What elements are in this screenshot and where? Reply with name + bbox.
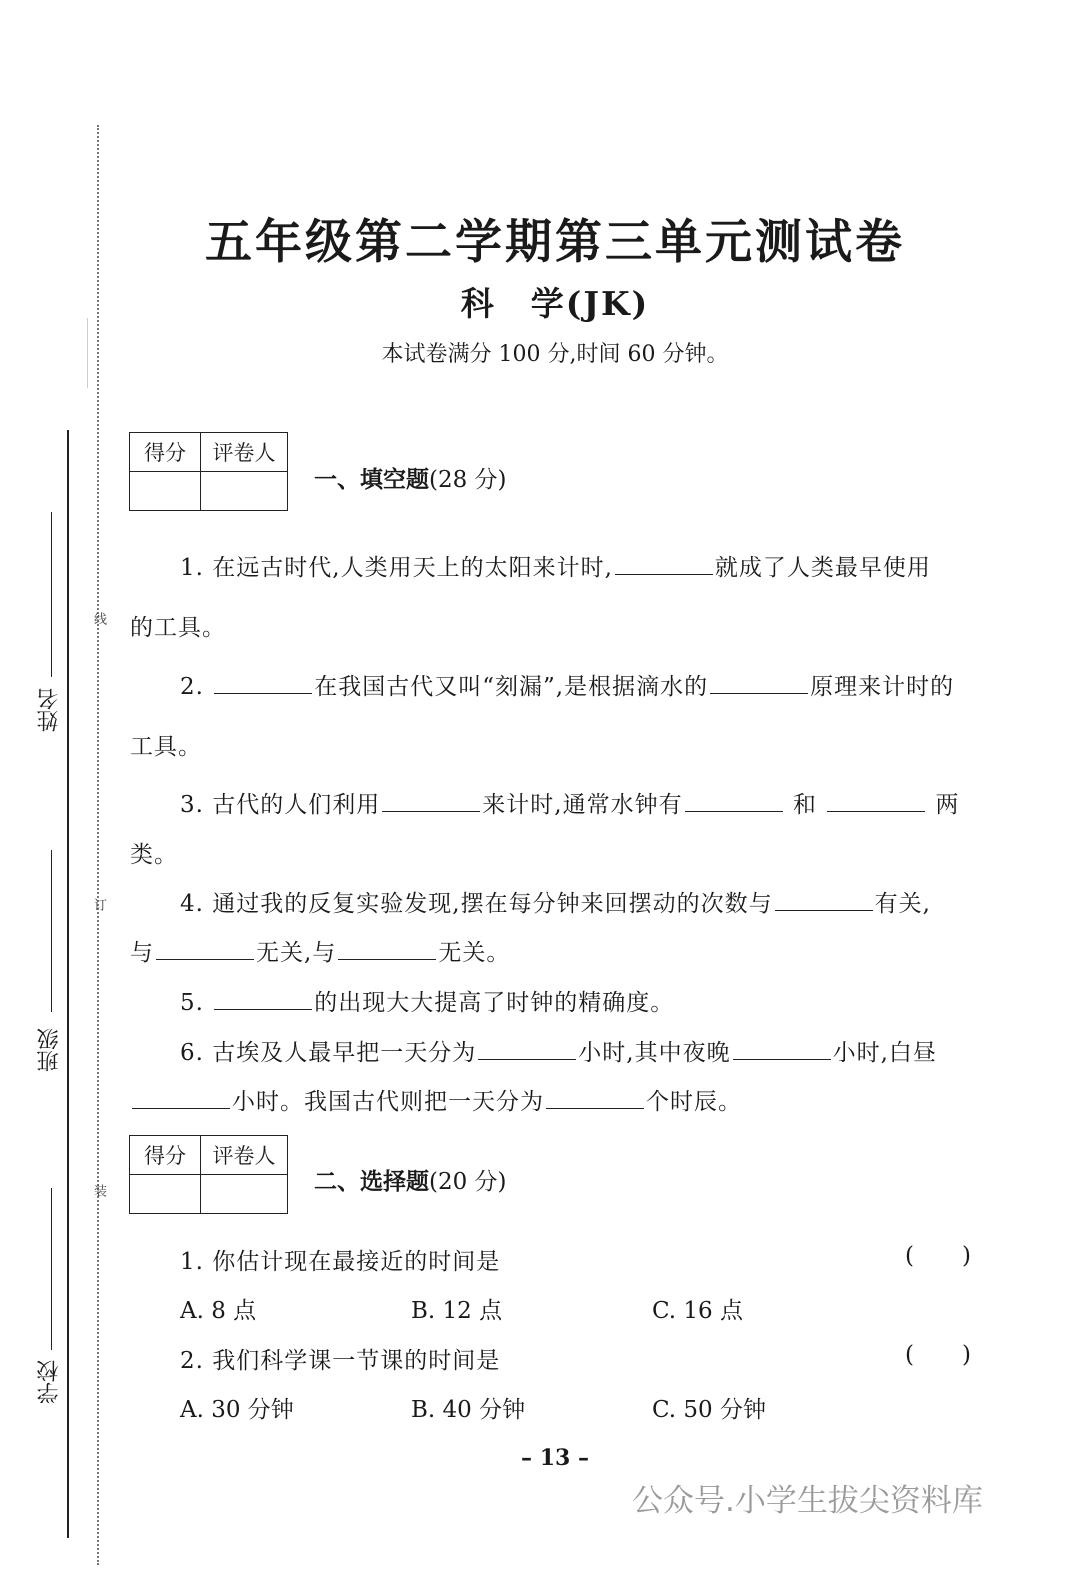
answer-blank[interactable]	[382, 791, 480, 812]
fill-question-1	[180, 549, 931, 582]
section-2-heading	[314, 1163, 507, 1196]
question-text: 个时辰。	[646, 1089, 742, 1115]
watermark: 公众号.小学生拔尖资料库	[632, 1483, 983, 1519]
question-number: 6.	[180, 1040, 204, 1066]
question-text: 小时,其中夜晚	[578, 1040, 731, 1066]
answer-blank[interactable]	[214, 989, 312, 1010]
score-table-1	[129, 432, 288, 511]
option-b[interactable]: B. 40 分钟	[411, 1397, 526, 1423]
question-text: 小时。我国古代则把一天分为	[232, 1089, 544, 1115]
answer-blank[interactable]	[156, 939, 254, 960]
choice-question-1	[180, 1243, 500, 1276]
fill-question-4-cont	[130, 934, 510, 967]
answer-blank[interactable]	[132, 1088, 230, 1109]
question-text: 古代的人们利用	[212, 792, 381, 818]
question-text: 在我国古代又叫“刻漏”,是根据滴水的	[314, 674, 709, 700]
option-c[interactable]: C. 50 分钟	[652, 1397, 766, 1423]
question-text: 和	[792, 792, 817, 818]
answer-blank[interactable]	[827, 791, 925, 812]
fill-question-1-cont	[130, 609, 226, 642]
question-number: 4.	[180, 891, 204, 917]
question-text: 有关,	[874, 891, 931, 917]
choice-question-2	[180, 1342, 500, 1375]
option-c[interactable]: C. 16 点	[652, 1298, 743, 1324]
question-text: 的出现大大提高了时钟的精确度。	[314, 990, 675, 1016]
answer-blank[interactable]	[214, 673, 312, 694]
cut-mark-order: 订	[91, 898, 106, 911]
score-header: 得分	[130, 433, 201, 472]
question-text: 两	[935, 792, 960, 818]
question-text: 的工具。	[130, 615, 226, 641]
question-number: 5.	[180, 990, 204, 1016]
section-2-title: 二、选择题	[314, 1168, 429, 1195]
question-number: 2.	[180, 674, 204, 700]
question-number: 3.	[180, 792, 204, 818]
question-text: 古埃及人最早把一天分为	[212, 1040, 477, 1066]
exam-subject: 科 学(JK)	[460, 284, 650, 323]
class-label: 班级	[37, 1028, 62, 1072]
question-text: 无关。	[438, 940, 511, 966]
fill-question-4	[180, 885, 931, 918]
grader-cell[interactable]	[201, 1175, 288, 1214]
answer-blank[interactable]	[338, 939, 436, 960]
score-cell[interactable]	[130, 472, 201, 511]
cut-mark-bind: 装	[91, 1184, 106, 1197]
fill-question-6-cont	[130, 1083, 742, 1116]
answer-blank[interactable]	[685, 791, 783, 812]
answer-blank[interactable]	[710, 673, 808, 694]
question-text: 来计时,通常水钟有	[482, 792, 683, 818]
question-text: 小时,白昼	[832, 1040, 937, 1066]
question-text: 原理来计时的	[810, 674, 955, 700]
fill-question-6	[180, 1034, 937, 1067]
school-label: 学校	[37, 1360, 62, 1404]
question-number: 1.	[180, 1249, 204, 1275]
question-text: 无关,与	[256, 940, 337, 966]
option-a[interactable]: A. 8 点	[180, 1298, 257, 1324]
page-number: – 13 –	[521, 1445, 589, 1471]
fill-question-3-cont	[130, 836, 178, 869]
question-text: 工具。	[130, 734, 202, 760]
section-1-title: 一、填空题	[314, 466, 429, 493]
exam-note: 本试卷满分 100 分,时间 60 分钟。	[381, 342, 729, 367]
score-header: 得分	[130, 1136, 201, 1175]
name-label: 姓名	[37, 688, 62, 732]
exam-title: 五年级第二学期第三单元测试卷	[205, 215, 905, 270]
question-text: 就成了人类最早使用	[714, 555, 931, 581]
question-text: 在远古时代,人类用天上的太阳来计时,	[212, 555, 613, 581]
answer-blank[interactable]	[733, 1039, 831, 1060]
answer-blank[interactable]	[546, 1088, 644, 1109]
fill-question-2-cont	[130, 728, 202, 761]
section-2-points: (20 分)	[429, 1169, 507, 1195]
option-a[interactable]: A. 30 分钟	[180, 1397, 294, 1423]
question-text: 与	[130, 940, 154, 966]
grader-header: 评卷人	[201, 1136, 288, 1175]
margin-rule	[67, 430, 69, 1538]
answer-blank[interactable]	[615, 554, 713, 575]
name-blank-line	[51, 512, 52, 677]
question-text: 类。	[130, 842, 178, 868]
answer-paren-1[interactable]: ()	[905, 1243, 1019, 1269]
section-1-points: (28 分)	[429, 467, 507, 493]
section-1-heading	[314, 461, 507, 494]
grader-header: 评卷人	[201, 433, 288, 472]
question-number: 1.	[180, 555, 204, 581]
fill-question-3	[180, 786, 960, 819]
class-blank-line	[51, 850, 52, 1012]
score-cell[interactable]	[130, 1175, 201, 1214]
option-b[interactable]: B. 12 点	[411, 1298, 503, 1324]
answer-blank[interactable]	[478, 1039, 576, 1060]
answer-paren-2[interactable]: ()	[905, 1342, 1019, 1368]
question-number: 2.	[180, 1348, 204, 1374]
question-text: 我们科学课一节课的时间是	[212, 1348, 501, 1374]
question-text: 通过我的反复实验发现,摆在每分钟来回摆动的次数与	[212, 891, 773, 917]
school-blank-line	[51, 1188, 52, 1350]
answer-blank[interactable]	[775, 890, 873, 911]
cut-mark-line: 线	[91, 612, 106, 625]
fill-question-5	[180, 984, 674, 1017]
question-text: 你估计现在最接近的时间是	[212, 1249, 501, 1275]
score-table-2	[129, 1135, 288, 1214]
fill-question-2	[180, 668, 954, 701]
grader-cell[interactable]	[201, 472, 288, 511]
